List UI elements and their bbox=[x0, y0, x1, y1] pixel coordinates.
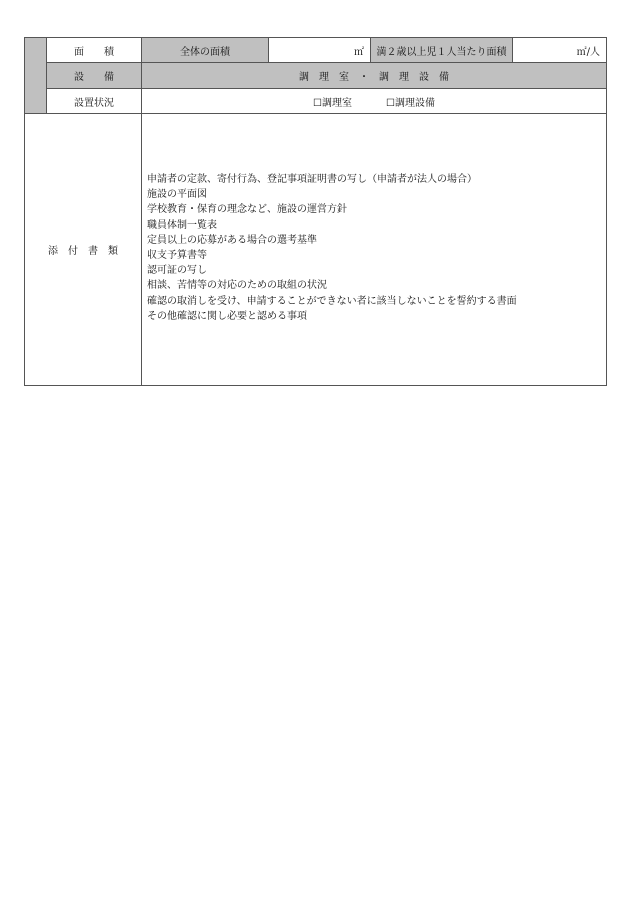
list-item: 定員以上の応募がある場合の選考基準 bbox=[147, 234, 317, 246]
per-child-area-label: 満２歳以上児１人当たり面積 bbox=[371, 38, 513, 63]
equipment-value: 調 理 室 ・ 調 理 設 備 bbox=[142, 63, 606, 89]
list-item: 相談、苦情等の対応のための取組の状況 bbox=[147, 280, 327, 292]
option-cooking-room[interactable]: ☐調理室 bbox=[313, 97, 352, 109]
list-item: 施設の平面図 bbox=[147, 189, 207, 201]
list-item: 認可証の写し bbox=[147, 265, 207, 277]
list-item: 確認の取消しを受け、申請することができない者に該当しないことを誓約する書面 bbox=[147, 295, 517, 307]
installation-options bbox=[142, 89, 606, 114]
per-child-area-value[interactable] bbox=[513, 38, 606, 63]
total-area-unit: ㎡ bbox=[354, 46, 364, 58]
area-label: 面 積 bbox=[47, 38, 142, 63]
installation-label: 設置状況 bbox=[47, 89, 142, 114]
list-item: その他確認に関し必要と認める事項 bbox=[147, 310, 307, 322]
left-strip bbox=[25, 38, 47, 114]
total-area-label: 全体の面積 bbox=[142, 38, 269, 63]
list-item: 職員体制一覧表 bbox=[147, 219, 217, 231]
list-item: 学校教育・保育の理念など、施設の運営方針 bbox=[147, 204, 347, 216]
equipment-label: 設 備 bbox=[47, 63, 142, 89]
attachments-label: 添 付 書 類 bbox=[25, 114, 142, 385]
list-item: 申請者の定款、寄付行為、登記事項証明書の写し（申請者が法人の場合） bbox=[147, 174, 477, 185]
attachments-list bbox=[147, 172, 517, 324]
list-item: 収支予算書等 bbox=[147, 250, 207, 262]
total-area-value[interactable] bbox=[269, 38, 371, 63]
option-cooking-equipment[interactable]: ☐調理設備 bbox=[386, 97, 435, 109]
per-child-area-unit: ㎡/人 bbox=[576, 46, 600, 58]
